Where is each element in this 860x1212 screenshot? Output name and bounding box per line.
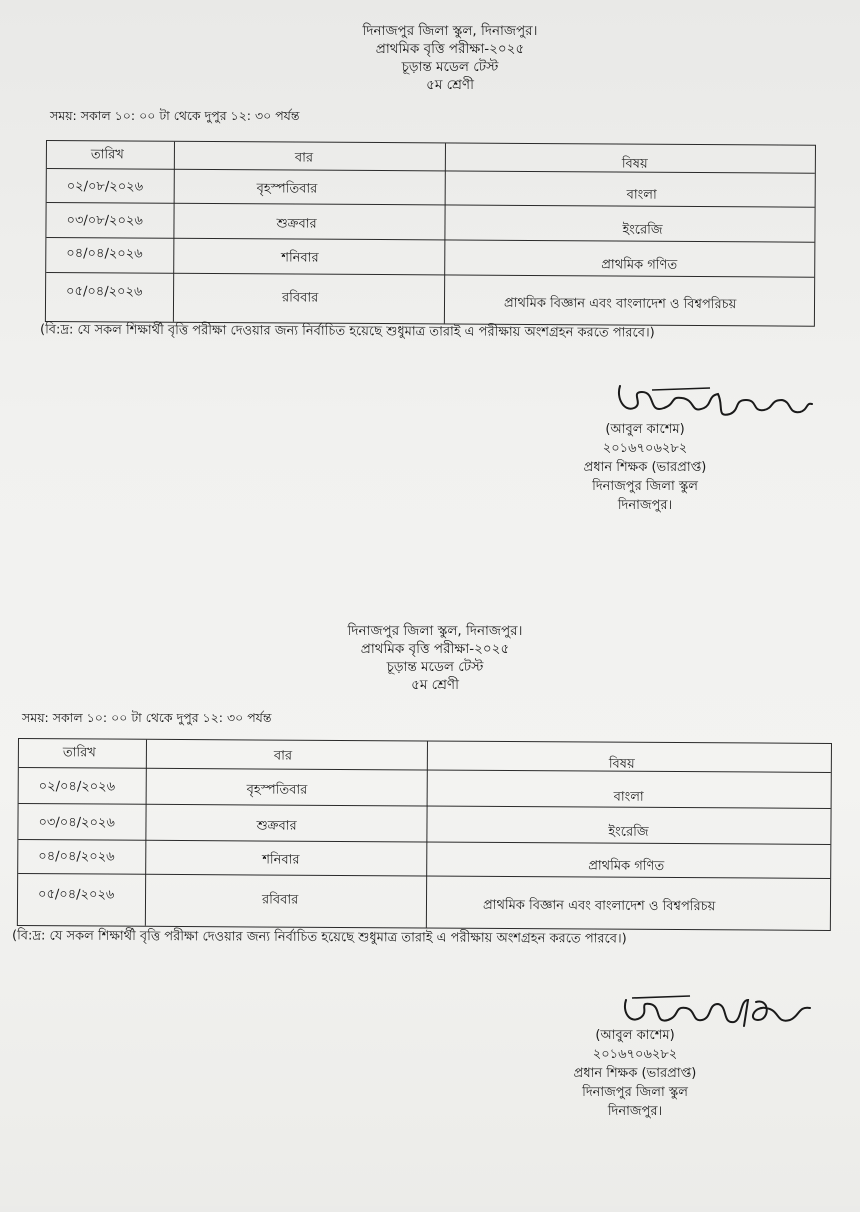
- cell-date: ০৪/০৪/২০২৬: [66, 246, 143, 262]
- exam-time: [22, 710, 272, 730]
- time-label: সময়:: [50, 108, 77, 123]
- header-date: তারিখ: [90, 147, 124, 163]
- school-title: দিনাজপুর জিলা স্কুল, দিনাজপুর।: [362, 23, 538, 39]
- cell-day: রবিবার: [261, 892, 299, 908]
- cell-day: শুক্রবার: [276, 216, 317, 232]
- cell-day: শুক্রবার: [256, 818, 297, 834]
- cell-date: ০৩/০৮/২০২৬: [66, 213, 143, 229]
- signatory-id: ২০১৬৭০৬২৮২: [592, 1047, 678, 1062]
- signatory-designation: প্রধান শিক্ষক (ভারপ্রাপ্ত): [573, 1066, 697, 1081]
- header-subject: বিষয়: [621, 156, 648, 172]
- notice-header: [285, 622, 585, 694]
- time-label: সময়:: [22, 710, 49, 725]
- signature-block: [560, 1026, 710, 1121]
- row-divider: [19, 767, 831, 773]
- schedule-table: [17, 738, 832, 931]
- notice-footnote: (বি:দ্র: যে সকল শিক্ষার্থী বৃত্তি পরীক্ষা দেওয়ার জন্য নির্বাচিত হয়েছে শুধুমাত্র তারাই এ পরীক্ষায় অংশগ্রহন করতে পারবে।): [39, 322, 655, 341]
- cell-date: ০২/০৮/২০২৬: [66, 179, 144, 195]
- notice-header: [300, 22, 600, 94]
- signatory-city: দিনাজপুর।: [607, 1104, 663, 1119]
- test-title: চূড়ান্ত মডেল টেস্ট: [401, 59, 499, 75]
- cell-subject: বাংলা: [626, 187, 657, 203]
- cell-date: ০৪/০৪/২০২৬: [38, 849, 115, 865]
- cell-date: ০৩/০৪/২০২৬: [38, 815, 115, 831]
- cell-subject: প্রাথমিক গণিত: [588, 858, 665, 874]
- cell-subject: প্রাথমিক বিজ্ঞান এবং বাংলাদেশ ও বিশ্বপরিচয়: [503, 295, 737, 313]
- notice-1: [0, 0, 860, 600]
- cell-subject: ইংরেজি: [622, 222, 663, 238]
- signatory-city: দিনাজপুর।: [617, 498, 673, 513]
- row-divider: [18, 839, 830, 845]
- exam-title: প্রাথমিক বৃত্তি পরীক্ষা-২০২৫: [360, 641, 510, 657]
- class-title: ৫ম শ্রেণী: [426, 77, 474, 93]
- header-day: বার: [294, 150, 314, 166]
- signatory-designation: প্রধান শিক্ষক (ভারপ্রাপ্ত): [583, 460, 707, 475]
- header-subject: বিষয়: [608, 756, 635, 772]
- time-value: সকাল ১০: ০০ টা থেকে দুপুর ১২: ৩০ পর্যন্ত: [80, 108, 300, 123]
- test-title: চূড়ান্ত মডেল টেস্ট: [386, 659, 484, 675]
- cell-day: বৃহস্পতিবার: [246, 782, 308, 798]
- signature-block: [570, 420, 720, 515]
- cell-date: ০৫/০৪/২০২৬: [37, 887, 115, 903]
- schedule-table: [45, 140, 816, 327]
- cell-day: বৃহস্পতিবার: [256, 181, 318, 197]
- row-divider: [47, 202, 815, 208]
- cell-subject: প্রাথমিক বিজ্ঞান এবং বাংলাদেশ ও বিশ্বপরিচয়: [482, 897, 716, 915]
- cell-day: শনিবার: [281, 250, 319, 266]
- cell-date: ০২/০৪/২০২৬: [38, 779, 116, 795]
- class-title: ৫ম শ্রেণী: [411, 677, 459, 693]
- header-date: তারিখ: [62, 745, 96, 761]
- cell-subject: প্রাথমিক গণিত: [601, 257, 678, 273]
- signatory-school: দিনাজপুর জিলা স্কুল: [592, 479, 698, 494]
- cell-day: রবিবার: [281, 290, 319, 306]
- cell-date: ০৫/০৪/২০২৬: [66, 284, 143, 300]
- row-divider: [19, 803, 831, 809]
- time-value: সকাল ১০: ০০ টা থেকে দুপুর ১২: ৩০ পর্যন্ত: [52, 710, 272, 725]
- row-divider: [47, 168, 815, 174]
- cell-day: শনিবার: [262, 852, 300, 868]
- exam-title: প্রাথমিক বৃত্তি পরীক্ষা-২০২৫: [375, 41, 525, 57]
- row-divider: [46, 272, 814, 278]
- signatory-name: (আবুল কাশেম): [605, 422, 685, 437]
- notice-footnote: (বি:দ্র: যে সকল শিক্ষার্থী বৃত্তি পরীক্ষা দেওয়ার জন্য নির্বাচিত হয়েছে শুধুমাত্র তারাই এ পরীক্ষায় অংশগ্রহন করতে পারবে।): [11, 928, 627, 947]
- cell-subject: ইংরেজি: [608, 824, 649, 840]
- row-divider: [18, 873, 830, 879]
- school-title: দিনাজপুর জিলা স্কুল, দিনাজপুর।: [347, 623, 523, 639]
- signatory-name: (আবুল কাশেম): [595, 1028, 675, 1043]
- signatory-id: ২০১৬৭০৬২৮২: [602, 441, 688, 456]
- cell-subject: বাংলা: [613, 789, 644, 805]
- signatory-school: দিনাজপুর জিলা স্কুল: [582, 1085, 688, 1100]
- row-divider: [46, 237, 814, 243]
- exam-time: [50, 108, 300, 128]
- notice-2: [0, 612, 860, 1212]
- header-day: বার: [273, 748, 293, 764]
